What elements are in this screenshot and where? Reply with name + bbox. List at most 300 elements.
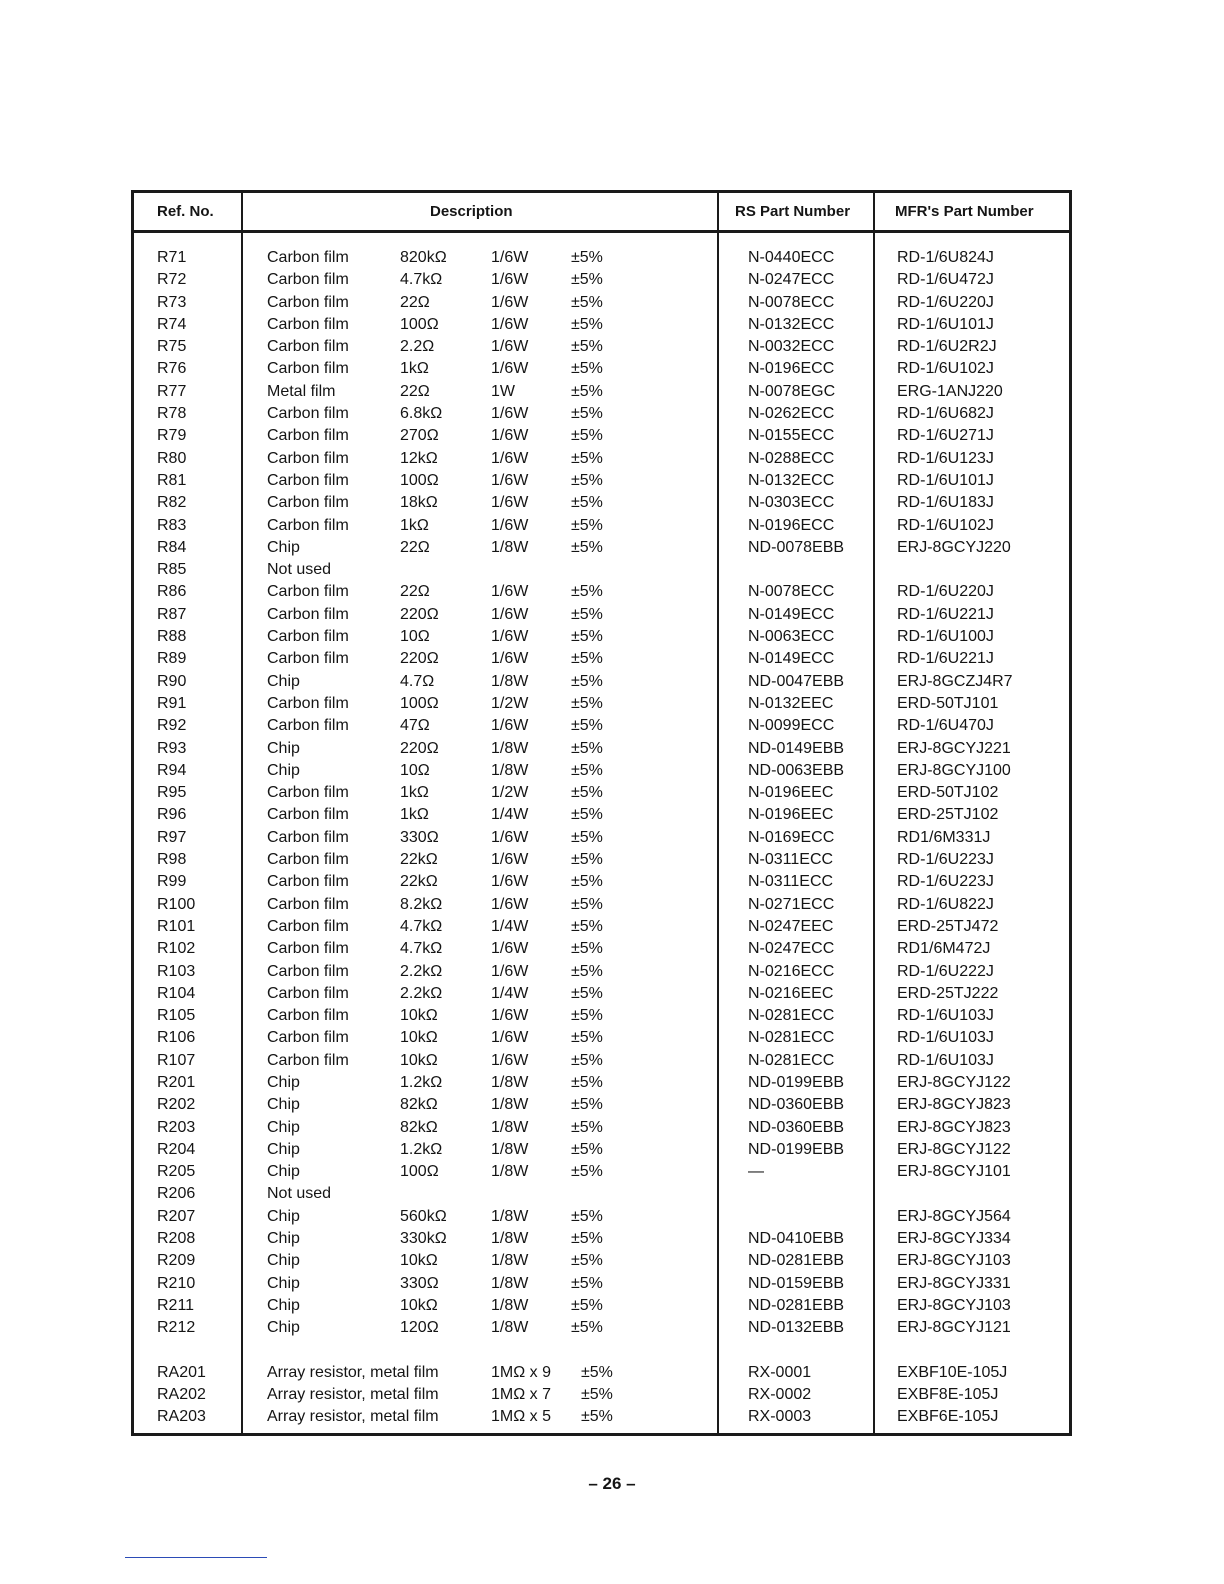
ref-no-cell: R204 bbox=[157, 1140, 196, 1158]
mfr-part-number-cell: RD-1/6U824J bbox=[897, 249, 994, 266]
table-row bbox=[134, 269, 1069, 291]
wattage-cell: 1/8W bbox=[491, 1230, 529, 1248]
description-type-cell: Carbon film bbox=[267, 315, 349, 333]
table-row bbox=[134, 1273, 1069, 1295]
resistance-value-cell: 10kΩ bbox=[400, 1051, 438, 1069]
description-type-cell: Carbon film bbox=[267, 516, 349, 534]
ref-no-cell: RA203 bbox=[157, 1408, 206, 1426]
table-row bbox=[134, 671, 1069, 693]
tolerance-cell: ±5% bbox=[571, 1230, 603, 1248]
rs-part-number-cell: N-0311ECC bbox=[748, 873, 834, 891]
tolerance-cell: ±5% bbox=[571, 382, 603, 400]
header-ref-no: Ref. No. bbox=[157, 203, 214, 220]
table-row bbox=[134, 782, 1069, 804]
description-type-cell: Carbon film bbox=[267, 1007, 349, 1025]
mfr-part-number-cell: ERJ-8GCYJ122 bbox=[897, 1073, 1011, 1091]
header-description: Description bbox=[430, 203, 513, 220]
mfr-part-number-cell: ERJ-8GCYJ823 bbox=[897, 1096, 1011, 1114]
ref-no-cell: R88 bbox=[157, 628, 187, 646]
description-type-cell: Carbon film bbox=[267, 895, 349, 913]
mfr-part-number-cell: RD-1/6U102J bbox=[897, 516, 994, 534]
ref-no-cell: R102 bbox=[157, 940, 196, 958]
rs-part-number-cell: N-0216EEC bbox=[748, 984, 834, 1002]
rs-part-number-cell: ND-0047EBB bbox=[748, 672, 845, 690]
footer-rule bbox=[125, 1557, 267, 1558]
mfr-part-number-cell: RD1/6M472J bbox=[897, 940, 991, 958]
mfr-part-number-cell: RD-1/6U100J bbox=[897, 628, 994, 646]
rs-part-number-cell: N-0078ECC bbox=[748, 293, 835, 311]
table-row bbox=[134, 425, 1069, 447]
mfr-part-number-cell: ERJ-8GCYJ101 bbox=[897, 1163, 1011, 1181]
table-row bbox=[134, 1117, 1069, 1139]
tolerance-cell: ±5% bbox=[571, 1140, 603, 1158]
mfr-part-number-cell: RD-1/6U223J bbox=[897, 873, 994, 891]
ref-no-cell: R101 bbox=[157, 917, 196, 935]
mfr-part-number-cell: ERJ-8GCYJ122 bbox=[897, 1140, 1011, 1158]
rs-part-number-cell: — bbox=[748, 1163, 764, 1181]
tolerance-cell: ±5% bbox=[571, 717, 603, 735]
ref-no-cell: R73 bbox=[157, 293, 187, 311]
description-type-cell: Array resistor, metal film bbox=[267, 1386, 439, 1404]
description-type-cell: Chip bbox=[267, 1073, 300, 1091]
description-type-cell: Carbon film bbox=[267, 717, 349, 735]
tolerance-cell: ±5% bbox=[571, 338, 603, 356]
mfr-part-number-cell: ERJ-8GCYJ221 bbox=[897, 739, 1011, 757]
resistance-value-cell: 22Ω bbox=[400, 583, 430, 601]
ref-no-cell: R77 bbox=[157, 382, 187, 400]
tolerance-cell: ±5% bbox=[571, 761, 603, 779]
table-row bbox=[134, 515, 1069, 537]
ref-no-cell: R76 bbox=[157, 360, 187, 378]
description-type-cell: Carbon film bbox=[267, 984, 349, 1002]
table-row bbox=[134, 1183, 1069, 1205]
mfr-part-number-cell: RD-1/6U183J bbox=[897, 494, 994, 512]
description-type-cell: Carbon film bbox=[267, 583, 349, 601]
resistance-value-cell: 1MΩ x 9 bbox=[491, 1363, 551, 1381]
table-row bbox=[134, 1161, 1069, 1183]
resistance-value-cell: 4.7kΩ bbox=[400, 917, 443, 935]
mfr-part-number-cell: RD1/6M331J bbox=[897, 828, 991, 846]
ref-no-cell: R83 bbox=[157, 516, 187, 534]
description-type-cell: Carbon film bbox=[267, 338, 349, 356]
description-type-cell: Not used bbox=[267, 1185, 332, 1203]
table-row bbox=[134, 938, 1069, 960]
tolerance-cell: ±5% bbox=[571, 1051, 603, 1069]
ref-no-cell: RA201 bbox=[157, 1363, 206, 1381]
tolerance-cell: ±5% bbox=[571, 1007, 603, 1025]
table-row bbox=[134, 381, 1069, 403]
table-row bbox=[134, 1317, 1069, 1339]
tolerance-cell: ±5% bbox=[571, 1096, 603, 1114]
description-type-cell: Chip bbox=[267, 1230, 300, 1248]
table-row bbox=[134, 247, 1069, 269]
tolerance-cell: ±5% bbox=[571, 851, 603, 869]
mfr-part-number-cell: ERJ-8GCYJ823 bbox=[897, 1118, 1011, 1136]
table-row bbox=[134, 760, 1069, 782]
table-row bbox=[134, 537, 1069, 559]
table-row bbox=[134, 358, 1069, 380]
wattage-cell: 1/6W bbox=[491, 249, 529, 266]
rs-part-number-cell: ND-0360EBB bbox=[748, 1118, 845, 1136]
table-row bbox=[134, 470, 1069, 492]
ref-no-cell: R84 bbox=[157, 538, 187, 556]
mfr-part-number-cell: RD-1/6U223J bbox=[897, 851, 994, 869]
wattage-cell: 1/2W bbox=[491, 784, 529, 802]
ref-no-cell: R201 bbox=[157, 1073, 196, 1091]
tolerance-cell: ±5% bbox=[571, 917, 603, 935]
description-type-cell: Chip bbox=[267, 739, 300, 757]
ref-no-cell: R92 bbox=[157, 717, 187, 735]
table-row bbox=[134, 804, 1069, 826]
table-row bbox=[134, 916, 1069, 938]
page-number: – 26 – bbox=[588, 1474, 636, 1493]
ref-no-cell: R98 bbox=[157, 851, 187, 869]
tolerance-cell: ±5% bbox=[571, 873, 603, 891]
wattage-cell: 1/6W bbox=[491, 315, 529, 333]
rs-part-number-cell: N-0078ECC bbox=[748, 583, 835, 601]
description-type-cell: Carbon film bbox=[267, 1029, 349, 1047]
wattage-cell: 1/8W bbox=[491, 1274, 529, 1292]
wattage-cell: 1/6W bbox=[491, 471, 529, 489]
ref-no-cell: RA202 bbox=[157, 1386, 206, 1404]
resistance-value-cell: 220Ω bbox=[400, 739, 439, 757]
tolerance-cell: ±5% bbox=[571, 360, 603, 378]
resistance-value-cell: 4.7kΩ bbox=[400, 271, 443, 289]
mfr-part-number-cell: ERJ-8GCYJ334 bbox=[897, 1230, 1011, 1248]
tolerance-cell: ±5% bbox=[571, 249, 603, 266]
wattage-cell: 1/6W bbox=[491, 360, 529, 378]
resistance-value-cell: 1MΩ x 7 bbox=[491, 1386, 551, 1404]
description-type-cell: Carbon film bbox=[267, 494, 349, 512]
wattage-cell: 1/6W bbox=[491, 405, 529, 423]
table-row bbox=[134, 604, 1069, 626]
wattage-cell: 1/6W bbox=[491, 427, 529, 445]
ref-no-cell: R106 bbox=[157, 1029, 196, 1047]
rs-part-number-cell: ND-0063EBB bbox=[748, 761, 845, 779]
wattage-cell: 1/8W bbox=[491, 1140, 529, 1158]
ref-no-cell: R210 bbox=[157, 1274, 196, 1292]
wattage-cell: 1/8W bbox=[491, 672, 529, 690]
resistance-value-cell: 22kΩ bbox=[400, 851, 438, 869]
tolerance-cell: ±5% bbox=[571, 784, 603, 802]
wattage-cell: 1/8W bbox=[491, 1096, 529, 1114]
wattage-cell: 1/6W bbox=[491, 271, 529, 289]
ref-no-cell: R71 bbox=[157, 249, 187, 266]
ref-no-cell: R212 bbox=[157, 1319, 196, 1337]
table-row bbox=[134, 1295, 1069, 1317]
wattage-cell: 1W bbox=[491, 382, 515, 400]
table-row bbox=[134, 292, 1069, 314]
ref-no-cell: R87 bbox=[157, 605, 187, 623]
description-type-cell: Carbon film bbox=[267, 1051, 349, 1069]
tolerance-cell: ±5% bbox=[571, 1319, 603, 1337]
tolerance-cell: ±5% bbox=[571, 583, 603, 601]
ref-no-cell: R206 bbox=[157, 1185, 196, 1203]
tolerance-cell: ±5% bbox=[571, 828, 603, 846]
ref-no-cell: R81 bbox=[157, 471, 187, 489]
rs-part-number-cell: ND-0360EBB bbox=[748, 1096, 845, 1114]
wattage-cell: 1/8W bbox=[491, 761, 529, 779]
description-type-cell: Chip bbox=[267, 538, 300, 556]
table-row bbox=[134, 1206, 1069, 1228]
ref-no-cell: R99 bbox=[157, 873, 187, 891]
rs-part-number-cell: N-0132ECC bbox=[748, 471, 835, 489]
wattage-cell: 1/6W bbox=[491, 494, 529, 512]
description-type-cell: Carbon film bbox=[267, 249, 349, 266]
mfr-part-number-cell: RD-1/6U271J bbox=[897, 427, 994, 445]
table-row bbox=[134, 693, 1069, 715]
description-type-cell: Chip bbox=[267, 1163, 300, 1181]
ref-no-cell: R100 bbox=[157, 895, 196, 913]
resistance-value-cell: 1.2kΩ bbox=[400, 1140, 443, 1158]
tolerance-cell: ±5% bbox=[571, 672, 603, 690]
description-type-cell: Carbon film bbox=[267, 293, 349, 311]
table-row bbox=[134, 1384, 1069, 1406]
tolerance-cell: ±5% bbox=[571, 1029, 603, 1047]
rs-part-number-cell: ND-0149EBB bbox=[748, 739, 845, 757]
rs-part-number-cell: N-0288ECC bbox=[748, 449, 835, 467]
resistance-value-cell: 2.2Ω bbox=[400, 338, 435, 356]
mfr-part-number-cell: RD-1/6U221J bbox=[897, 605, 994, 623]
wattage-cell: 1/8W bbox=[491, 1073, 529, 1091]
ref-no-cell: R72 bbox=[157, 271, 187, 289]
resistance-value-cell: 120Ω bbox=[400, 1319, 439, 1337]
tolerance-cell: ±5% bbox=[571, 694, 603, 712]
table-row bbox=[134, 559, 1069, 581]
tolerance-cell: ±5% bbox=[581, 1363, 613, 1381]
tolerance-cell: ±5% bbox=[571, 650, 603, 668]
resistance-value-cell: 220Ω bbox=[400, 650, 439, 668]
wattage-cell: 1/8W bbox=[491, 1207, 529, 1225]
description-type-cell: Chip bbox=[267, 672, 300, 690]
tolerance-cell: ±5% bbox=[571, 427, 603, 445]
header-mfr-part-number: MFR's Part Number bbox=[895, 203, 1034, 220]
tolerance-cell: ±5% bbox=[581, 1386, 613, 1404]
table-row bbox=[134, 1072, 1069, 1094]
mfr-part-number-cell: ERD-25TJ222 bbox=[897, 984, 999, 1002]
description-type-cell: Carbon film bbox=[267, 828, 349, 846]
tolerance-cell: ±5% bbox=[571, 628, 603, 646]
ref-no-cell: R86 bbox=[157, 583, 187, 601]
resistance-value-cell: 82kΩ bbox=[400, 1096, 438, 1114]
rs-part-number-cell: N-0196ECC bbox=[748, 516, 835, 534]
mfr-part-number-cell: ERJ-8GCYJ121 bbox=[897, 1319, 1011, 1337]
mfr-part-number-cell: RD-1/6U103J bbox=[897, 1029, 994, 1047]
resistance-value-cell: 22Ω bbox=[400, 382, 430, 400]
mfr-part-number-cell: ERJ-8GCYJ564 bbox=[897, 1207, 1011, 1225]
tolerance-cell: ±5% bbox=[571, 605, 603, 623]
table-row bbox=[134, 1250, 1069, 1272]
mfr-part-number-cell: EXBF10E-105J bbox=[897, 1363, 1008, 1381]
rs-part-number-cell: N-0440ECC bbox=[748, 249, 835, 266]
table-row bbox=[134, 648, 1069, 670]
ref-no-cell: R202 bbox=[157, 1096, 196, 1114]
wattage-cell: 1/8W bbox=[491, 1163, 529, 1181]
mfr-part-number-cell: RD-1/6U101J bbox=[897, 315, 994, 333]
table-row bbox=[134, 961, 1069, 983]
wattage-cell: 1/6W bbox=[491, 1007, 529, 1025]
ref-no-cell: R78 bbox=[157, 405, 187, 423]
tolerance-cell: ±5% bbox=[571, 984, 603, 1002]
description-type-cell: Carbon film bbox=[267, 471, 349, 489]
mfr-part-number-cell: RD-1/6U221J bbox=[897, 650, 994, 668]
resistance-value-cell: 22kΩ bbox=[400, 873, 438, 891]
ref-no-cell: R207 bbox=[157, 1207, 196, 1225]
rs-part-number-cell: N-0303ECC bbox=[748, 494, 835, 512]
rs-part-number-cell: N-0281ECC bbox=[748, 1007, 835, 1025]
mfr-part-number-cell: ERJ-8GCYJ331 bbox=[897, 1274, 1011, 1292]
resistance-value-cell: 820kΩ bbox=[400, 249, 447, 266]
wattage-cell: 1/6W bbox=[491, 516, 529, 534]
description-type-cell: Carbon film bbox=[267, 873, 349, 891]
ref-no-cell: R107 bbox=[157, 1051, 196, 1069]
description-type-cell: Chip bbox=[267, 1296, 300, 1314]
table-row bbox=[134, 1094, 1069, 1116]
resistance-value-cell: 560kΩ bbox=[400, 1207, 447, 1225]
table-row bbox=[134, 894, 1069, 916]
resistance-value-cell: 100Ω bbox=[400, 471, 439, 489]
resistance-value-cell: 1kΩ bbox=[400, 784, 429, 802]
description-type-cell: Chip bbox=[267, 1207, 300, 1225]
rs-part-number-cell: ND-0281EBB bbox=[748, 1296, 845, 1314]
resistance-value-cell: 22Ω bbox=[400, 293, 430, 311]
wattage-cell: 1/4W bbox=[491, 984, 529, 1002]
description-type-cell: Array resistor, metal film bbox=[267, 1408, 439, 1426]
description-type-cell: Carbon film bbox=[267, 650, 349, 668]
resistance-value-cell: 270Ω bbox=[400, 427, 439, 445]
mfr-part-number-cell: RD-1/6U103J bbox=[897, 1007, 994, 1025]
rs-part-number-cell: RX-0002 bbox=[748, 1386, 812, 1404]
resistance-value-cell: 10kΩ bbox=[400, 1252, 438, 1270]
rs-part-number-cell: N-0149ECC bbox=[748, 605, 835, 623]
table-row bbox=[134, 1027, 1069, 1049]
wattage-cell: 1/6W bbox=[491, 873, 529, 891]
description-type-cell: Chip bbox=[267, 1252, 300, 1270]
table-row bbox=[134, 448, 1069, 470]
table-row bbox=[134, 403, 1069, 425]
rs-part-number-cell: N-0216ECC bbox=[748, 962, 835, 980]
resistance-value-cell: 1kΩ bbox=[400, 806, 429, 824]
table-row bbox=[134, 715, 1069, 737]
parts-table bbox=[131, 190, 1072, 1436]
rs-part-number-cell: N-0155ECC bbox=[748, 427, 835, 445]
resistance-value-cell: 18kΩ bbox=[400, 494, 438, 512]
mfr-part-number-cell: RD-1/6U102J bbox=[897, 360, 994, 378]
rs-part-number-cell: N-0032ECC bbox=[748, 338, 835, 356]
table-row bbox=[134, 1406, 1069, 1428]
resistance-value-cell: 12kΩ bbox=[400, 449, 438, 467]
ref-no-cell: R93 bbox=[157, 739, 187, 757]
resistance-value-cell: 82kΩ bbox=[400, 1118, 438, 1136]
resistance-value-cell: 10Ω bbox=[400, 761, 430, 779]
rs-part-number-cell: ND-0410EBB bbox=[748, 1230, 845, 1248]
table-row bbox=[134, 983, 1069, 1005]
description-type-cell: Carbon film bbox=[267, 917, 349, 935]
wattage-cell: 1/8W bbox=[491, 739, 529, 757]
resistance-value-cell: 1.2kΩ bbox=[400, 1073, 443, 1091]
resistance-value-cell: 1kΩ bbox=[400, 360, 429, 378]
resistance-value-cell: 2.2kΩ bbox=[400, 984, 443, 1002]
rs-part-number-cell: N-0196ECC bbox=[748, 360, 835, 378]
resistance-value-cell: 4.7Ω bbox=[400, 672, 435, 690]
tolerance-cell: ±5% bbox=[571, 1296, 603, 1314]
wattage-cell: 1/6W bbox=[491, 338, 529, 356]
tolerance-cell: ±5% bbox=[571, 962, 603, 980]
tolerance-cell: ±5% bbox=[571, 538, 603, 556]
mfr-part-number-cell: EXBF6E-105J bbox=[897, 1408, 999, 1426]
ref-no-cell: R96 bbox=[157, 806, 187, 824]
ref-no-cell: R82 bbox=[157, 494, 187, 512]
rs-part-number-cell: N-0247ECC bbox=[748, 271, 835, 289]
tolerance-cell: ±5% bbox=[571, 806, 603, 824]
description-type-cell: Carbon film bbox=[267, 940, 349, 958]
rs-part-number-cell: N-0132ECC bbox=[748, 315, 835, 333]
wattage-cell: 1/6W bbox=[491, 717, 529, 735]
description-type-cell: Carbon film bbox=[267, 360, 349, 378]
mfr-part-number-cell: ERJ-8GCYJ100 bbox=[897, 761, 1011, 779]
rs-part-number-cell: ND-0199EBB bbox=[748, 1073, 845, 1091]
description-type-cell: Carbon film bbox=[267, 784, 349, 802]
tolerance-cell: ±5% bbox=[571, 895, 603, 913]
wattage-cell: 1/6W bbox=[491, 851, 529, 869]
table-row bbox=[134, 1139, 1069, 1161]
mfr-part-number-cell: ERJ-8GCZJ4R7 bbox=[897, 672, 1013, 690]
table-row bbox=[134, 314, 1069, 336]
tolerance-cell: ±5% bbox=[571, 1118, 603, 1136]
rs-part-number-cell: RX-0001 bbox=[748, 1363, 812, 1381]
wattage-cell: 1/6W bbox=[491, 962, 529, 980]
tolerance-cell: ±5% bbox=[571, 940, 603, 958]
rs-part-number-cell: N-0078EGC bbox=[748, 382, 836, 400]
ref-no-cell: R79 bbox=[157, 427, 187, 445]
header-divider bbox=[134, 230, 1069, 233]
resistance-value-cell: 10kΩ bbox=[400, 1029, 438, 1047]
rs-part-number-cell: ND-0159EBB bbox=[748, 1274, 845, 1292]
description-type-cell: Array resistor, metal film bbox=[267, 1363, 439, 1381]
description-type-cell: Carbon film bbox=[267, 427, 349, 445]
rs-part-number-cell: RX-0003 bbox=[748, 1408, 812, 1426]
rs-part-number-cell: N-0247ECC bbox=[748, 940, 835, 958]
mfr-part-number-cell: ERD-25TJ102 bbox=[897, 806, 999, 824]
rs-part-number-cell: N-0063ECC bbox=[748, 628, 835, 646]
description-type-cell: Carbon film bbox=[267, 449, 349, 467]
resistance-value-cell: 1kΩ bbox=[400, 516, 429, 534]
ref-no-cell: R80 bbox=[157, 449, 187, 467]
resistance-value-cell: 22Ω bbox=[400, 538, 430, 556]
tolerance-cell: ±5% bbox=[571, 1274, 603, 1292]
resistance-value-cell: 330kΩ bbox=[400, 1230, 447, 1248]
mfr-part-number-cell: RD-1/6U103J bbox=[897, 1051, 994, 1069]
rs-part-number-cell: N-0099ECC bbox=[748, 717, 835, 735]
description-type-cell: Carbon film bbox=[267, 405, 349, 423]
tolerance-cell: ±5% bbox=[571, 405, 603, 423]
ref-no-cell: R211 bbox=[157, 1296, 195, 1314]
wattage-cell: 1/6W bbox=[491, 1029, 529, 1047]
resistance-value-cell: 330Ω bbox=[400, 1274, 439, 1292]
wattage-cell: 1/8W bbox=[491, 1296, 529, 1314]
description-type-cell: Not used bbox=[267, 561, 332, 579]
wattage-cell: 1/8W bbox=[491, 1319, 529, 1337]
rs-part-number-cell: N-0281ECC bbox=[748, 1029, 835, 1047]
description-type-cell: Chip bbox=[267, 1319, 300, 1337]
resistance-value-cell: 10kΩ bbox=[400, 1296, 438, 1314]
rs-part-number-cell: ND-0132EBB bbox=[748, 1319, 845, 1337]
description-type-cell: Carbon film bbox=[267, 605, 349, 623]
table-row bbox=[134, 1362, 1069, 1384]
resistance-value-cell: 330Ω bbox=[400, 828, 439, 846]
table-row bbox=[134, 492, 1069, 514]
mfr-part-number-cell: RD-1/6U682J bbox=[897, 405, 994, 423]
